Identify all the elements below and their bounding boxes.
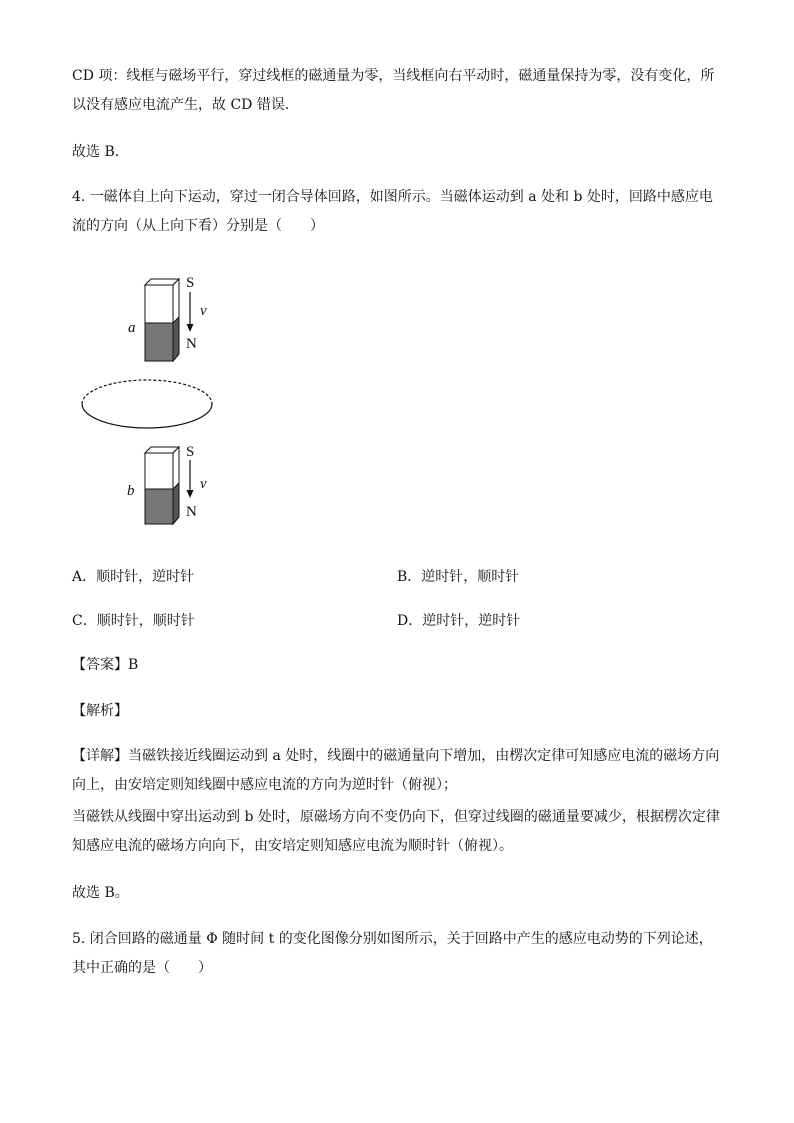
coil-front <box>82 404 212 428</box>
detail-paragraph-1: 【详解】当磁铁接近线圈运动到 a 处时，线圈中的磁通量向下增加，由楞次定律可知感应电流的磁场方向向上，由安培定则知线圈中感应电流的方向为逆时针（俯视）； <box>72 748 720 793</box>
pole-n-a: N <box>186 336 197 352</box>
answer: 【答案】B <box>72 657 139 673</box>
position-label-b: b <box>127 483 135 499</box>
option-b: B．逆时针，顺时针 <box>397 569 520 585</box>
analysis-heading: 【解析】 <box>72 703 128 719</box>
arrowhead-b <box>187 490 194 498</box>
magnet-b <box>145 447 179 524</box>
arrowhead-a <box>187 324 194 332</box>
answer-conclusion-prev: 故选 B． <box>72 144 129 160</box>
cd-explanation: CD 项：线框与磁场平行，穿过线框的磁通量为零，当线框向右平动时，磁通量保持为零，没有变化，所以没有感应电流产生，故 CD 错误． <box>72 68 715 113</box>
magnet-a <box>145 279 179 361</box>
pole-s-b: S <box>186 444 195 460</box>
velocity-label-a: v <box>200 303 207 319</box>
detail-paragraph-2: 当磁铁从线圈中穿出运动到 b 处时，原磁场方向不变仍向下，但穿过线圈的磁通量要减少，根据楞次定律知感应电流的磁场方向向下，由安培定则知感应电流为顺时针（俯视）。 <box>72 809 720 854</box>
question-5-stem: 5. 闭合回路的磁通量 Φ 随时间 t 的变化图像分别如图所示，关于回路中产生的感应电动势的下列论述，其中正确的是（ ） <box>72 931 713 976</box>
coil-back-dashed <box>82 380 212 404</box>
option-a: A．顺时针，逆时针 <box>72 569 195 585</box>
question-4-stem: 4. 一磁体自上向下运动，穿过一闭合导体回路，如图所示。当磁体运动到 a 处和 b 处时，回路中感应电流的方向（从上向下看）分别是（ ） <box>72 189 713 234</box>
pole-s-a: S <box>186 275 195 291</box>
magnet-coil-figure <box>76 262 246 542</box>
option-c: C．顺时针，顺时针 <box>72 613 195 629</box>
position-label-a: a <box>128 320 136 336</box>
answer-conclusion: 故选 B。 <box>72 885 129 901</box>
pole-n-b: N <box>186 504 197 520</box>
velocity-label-b: v <box>200 476 207 492</box>
option-d: D．逆时针，逆时针 <box>397 613 521 629</box>
